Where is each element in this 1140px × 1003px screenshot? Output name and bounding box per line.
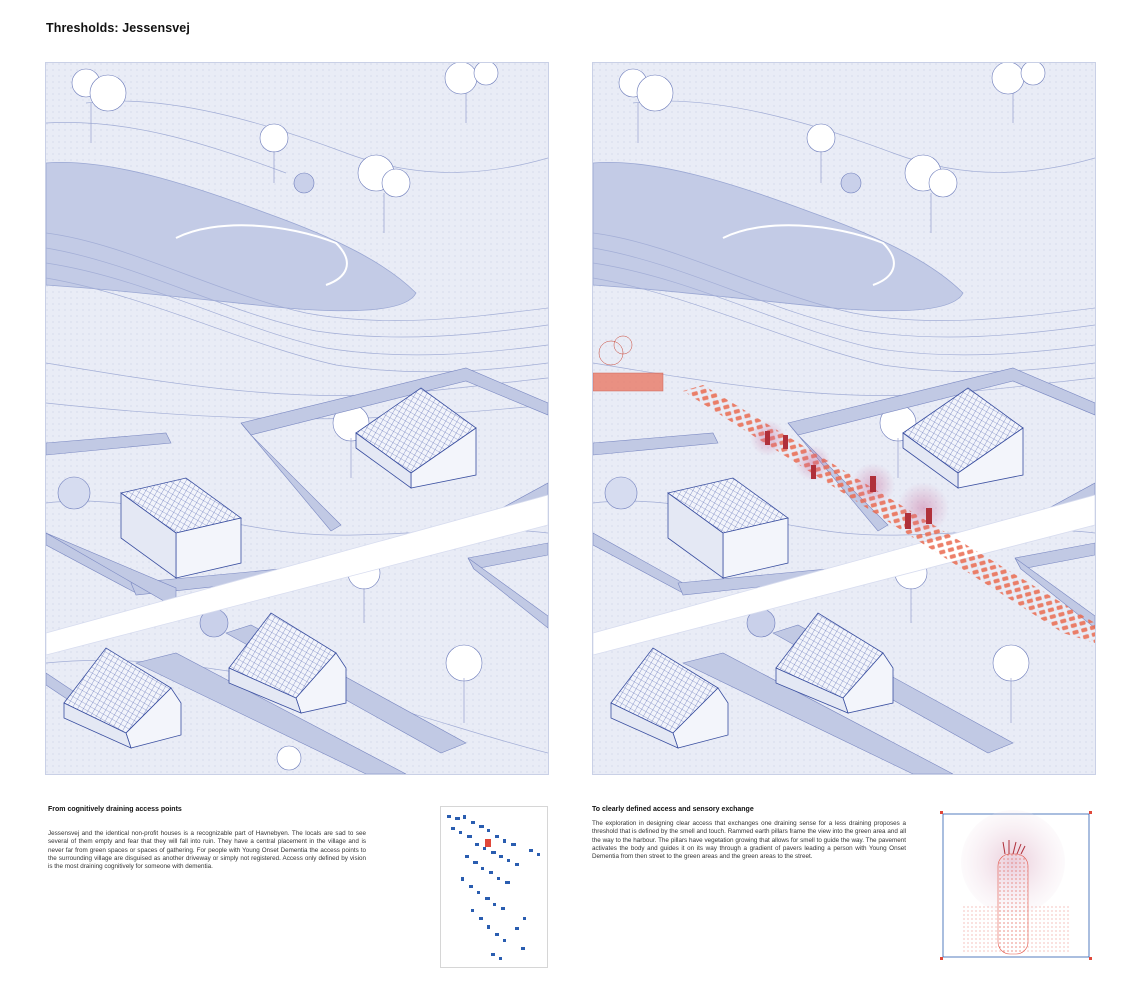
- proposed-site-drawing: [593, 63, 1095, 774]
- existing-site-drawing: [46, 63, 548, 774]
- proposed-site-axonometric: [592, 62, 1096, 775]
- right-caption-body: The exploration in designing clear access that exchanges one draining sense for a less draining proposes a threshold that is defined by the smell and touch. Rammed earth pillars frame the view into the green area and all the way to the harbour. The pillars have vegetation growing that allows for smell to guide the way. The pavement activates the body and guides it on its way through a gradient of pavers leading a person with Young Onset Dementia from then street to the green areas and the green areas to the street.: [592, 820, 906, 861]
- existing-site-axonometric: [45, 62, 549, 775]
- site-marker: [485, 839, 491, 847]
- left-caption-heading: From cognitively draining access points: [48, 806, 182, 813]
- page-title: Thresholds: Jessensvej: [46, 21, 190, 35]
- map-drawing: [441, 807, 547, 967]
- pillar-body: [998, 854, 1028, 954]
- right-caption-heading: To clearly defined access and sensory exchange: [592, 806, 754, 813]
- left-caption-body: Jessensvej and the identical non-profit houses is a recognizable part of Havnebyen. The locals are sad to see several of them empty and fear that they will fall into ruin. They have a central placement in the village and is never far from green spaces or spaces of gathering. For people with Young Onset Dementia the access points to the surrounding village are disguised as another driveway or simply not registered. Access only defined by vision is the most draining cognitively for someone with dementia.: [48, 830, 366, 871]
- site-location-map: [440, 806, 548, 968]
- pillar-detail-svg: [943, 814, 1089, 959]
- pillar-detail-drawing: [943, 814, 1089, 959]
